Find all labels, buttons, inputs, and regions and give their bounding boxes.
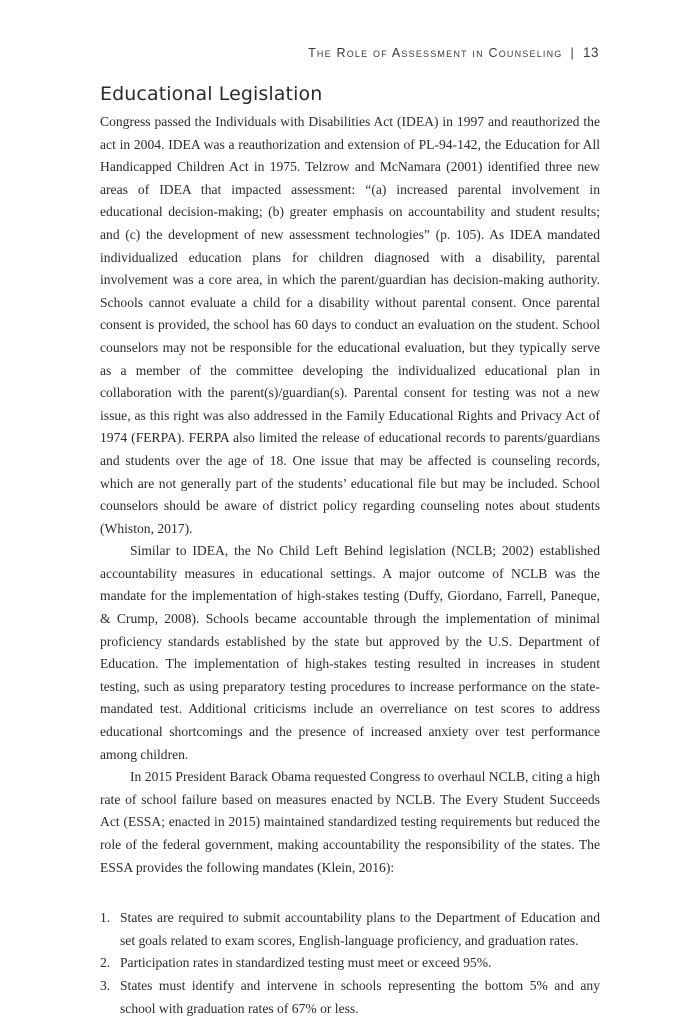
- paragraph-essa: In 2015 President Barack Obama requested Congress to overhaul NCLB, citing a high rate of school failure based on measures enacted by NCLB. The Every Student Succeeds Act (ESSA; enacted in 2015) maintained standardized testing requirements but reduced the role of the federal government, making accountability the responsibility of the states. The ESSA provides the following mandates (Klein, 2016):: [100, 769, 600, 875]
- running-head-separator: |: [570, 46, 575, 60]
- running-head-title: The Role of Assessment in Counseling: [308, 46, 563, 60]
- running-head: [308, 45, 599, 60]
- mandates-list: [100, 907, 600, 1020]
- list-item: [100, 907, 600, 952]
- list-item-number: 3.: [100, 977, 111, 993]
- list-item-number: 2.: [100, 955, 111, 971]
- section-heading: Educational Legislation: [100, 83, 323, 105]
- list-item-text: Participation rates in standardized testing must meet or exceed 95%.: [120, 955, 492, 971]
- list-item: [100, 975, 600, 1020]
- list-item-text: States must identify and intervene in schools representing the bottom 5% and any school with graduation rates of 67% or less.: [120, 977, 600, 1016]
- list-item-text: States are required to submit accountability plans to the Department of Education and set goals related to exam scores, English-language proficiency, and graduation rates.: [120, 910, 600, 948]
- list-item-number: 1.: [100, 910, 111, 926]
- page-number: 13: [582, 45, 599, 60]
- paragraph-nclb: Similar to IDEA, the No Child Left Behind legislation (NCLB; 2002) established accountability measures in educational settings. A major outcome of NCLB was the mandate for the implementation of high-stakes testing (Duffy, Giordano, Farrell, Paneque, & Crump, 2008). Schools became accountable through the implementation of minimal proficiency standards established by the state but approved by the U.S. Department of Education. The implementation of high-stakes testing resulted in increases in student testing, such as using preparatory testing procedures to increase performance on the state-mandated test. Additional criticisms include an overreliance on test scores to address educational shortcomings and the presence of increased anxiety over test performance among children.: [100, 543, 600, 762]
- main-content: [100, 83, 600, 1020]
- paragraph-idea: Congress passed the Individuals with Disabilities Act (IDEA) in 1997 and reauthorized the act in 2004. IDEA was a reauthorization and extension of PL-94-142, the Education for All Handicapped Children Act in 1975. Telzrow and McNamara (2001) identified three new areas of IDEA that impacted assessment: “(a) increased parental involvement in educational decision-making; (b) greater emphasis on accountability and student results; and (c) the development of new assessment technologies” (p. 105). As IDEA mandated individualized education plans for children diagnosed with a disability, parental involvement was a core area, in which the parent/guardian has decision-making authority. Schools cannot evaluate a child for a disability without parental consent. Once parental consent is provided, the school has 60 days to conduct an evaluation on the student. School counselors may not be responsible for the educational evaluation, but they typically serve as a member of the committee developing the individualized educational plan in collaboration with the parent(s)/guardian(s). Parental consent for testing was not a new issue, as this right was also addressed in the Family Educational Rights and Privacy Act of 1974 (FERPA). FERPA also limited the release of educational records to parents/guardians and students over the age of 18. One issue that may be affected is counseling records, which are not generally part of the students’ educational file but may be included. School counselors should be aware of district policy regarding counseling notes about students (Whiston, 2017).: [100, 114, 600, 536]
- list-item: [100, 952, 600, 975]
